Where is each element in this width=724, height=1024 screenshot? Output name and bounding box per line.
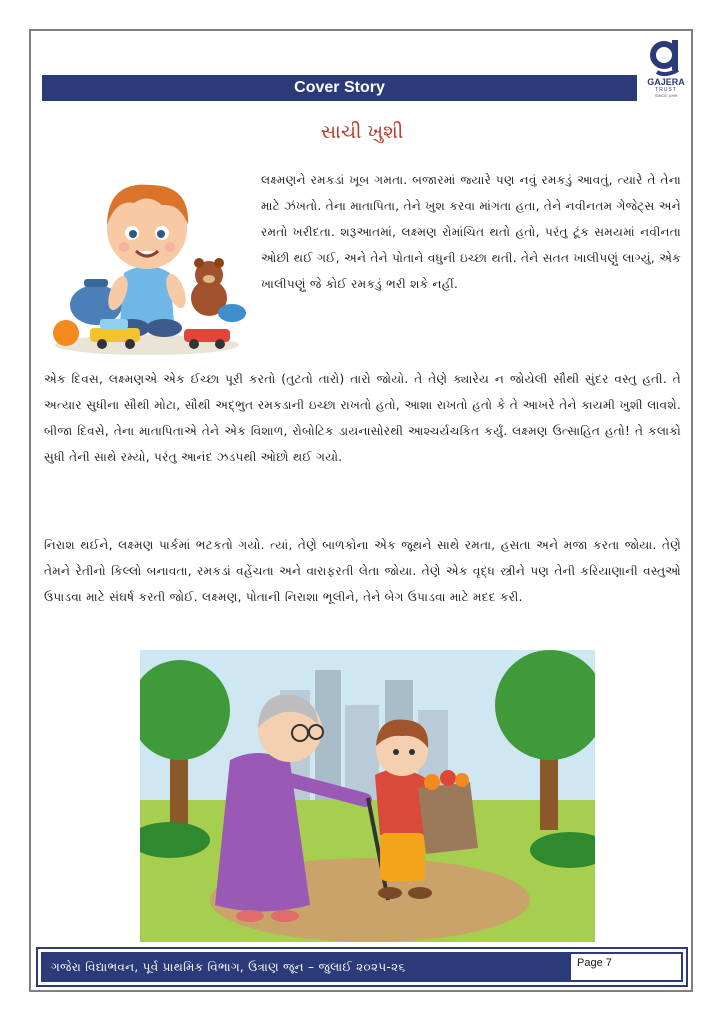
boy-helping-old-woman-illustration <box>140 650 595 942</box>
story-paragraph-1: લક્ષ્મણને રમકડાં ખૂબ ગમતા. બજારમાં જ્યારે પણ નવું રમકડું આવતું, ત્યારે તે તેના માટે ઝંખતો. તેના માતાપિતા, તેને ખુશ કરવા માંગતા હતા, તેને નવીનતમ ગેજેટ્સ અને રમતો ખરીદતા. શરૂઆતમાં, લક્ષ્મણ રોમાંચિત થતો હતો, પરંતુ ટૂંક સમયમાં નવીનતા ઓછી થઈ ગઈ, અને તેને પોતાને વધુની ઇચ્છા થતી. તેને સતત ખાલીપણું લાગ્યું, એક ખાલીપણું જે કોઈ રમકડું ભરી શકે નહીં. <box>261 173 681 291</box>
footer-bar <box>41 952 683 982</box>
section-banner: Cover Story <box>42 75 637 101</box>
page-number: Page 7 <box>571 954 681 980</box>
logo-name: GAJERA <box>647 77 685 87</box>
logo-since: SINCE 1999 <box>654 93 678 98</box>
story-title: સાચી ખુશી <box>320 121 404 143</box>
gajera-logo <box>642 36 690 102</box>
boy-with-toys-illustration <box>44 163 250 363</box>
gajera-logo-icon <box>649 36 683 76</box>
footer <box>36 947 688 987</box>
story-paragraph-2: એક દિવસ, લક્ષ્મણએ એક ઈચ્છા પૂરી કરતો (તુટતો તારો) તારો જોયો. તે તેણે ક્યારેય ન જોયેલી સૌથી સુંદર વસ્તુ હતી. તે અત્યાર સુધીના સૌથી મોટા, સૌથી અદ્ભુત રમકડાની ઇચ્છા રાખતો હતો, આશા રાખતો હતો કે તે આખરે તેને કાયમી ખુશી લાવશે. બીજા દિવસે, તેના માતાપિતાએ તેને એક વિશાળ, રોબોટિક ડાયનાસોરથી આશ્ચર્યચકિત કર્યું. લક્ષ્મણ ઉત્સાહિત હતો! તે કલાકો સુધી તેની સાથે રમ્યો, પરંતુ આનંદ ઝડપથી ઓછો થઈ ગયો. <box>44 372 681 464</box>
story-paragraph-3: નિરાશ થઈને, લક્ષ્મણ પાર્કમાં ભટકતો ગયો. ત્યાં, તેણે બાળકોના એક જૂથને સાથે રમતા, હસતા અને મજા કરતા જોયા. તેણે તેમને રેતીનો કિલ્લો બનાવતા, રમકડાં વહેંચતા અને વારાફરતી લેતા જોયા. તેણે એક વૃદ્ધ સ્ત્રીને પણ તેની કરિયાણાની વસ્તુઓ ઉપાડવા માટે સંઘર્ષ કરતી જોઈ. લક્ષ્મણ, પોતાની નિરાશા ભૂલીને, તેને બેગ ઉપાડવા માટે મદદ કરી. <box>44 538 681 604</box>
footer-text: ગજેરા વિદ્યાભવન, પૂર્વ પ્રાથમિક વિભાગ, ઉત્રાણ જૂન – જુલાઈ ૨૦૨૫-૨૬ <box>51 960 406 974</box>
logo-subtitle: TRUST <box>655 87 677 93</box>
